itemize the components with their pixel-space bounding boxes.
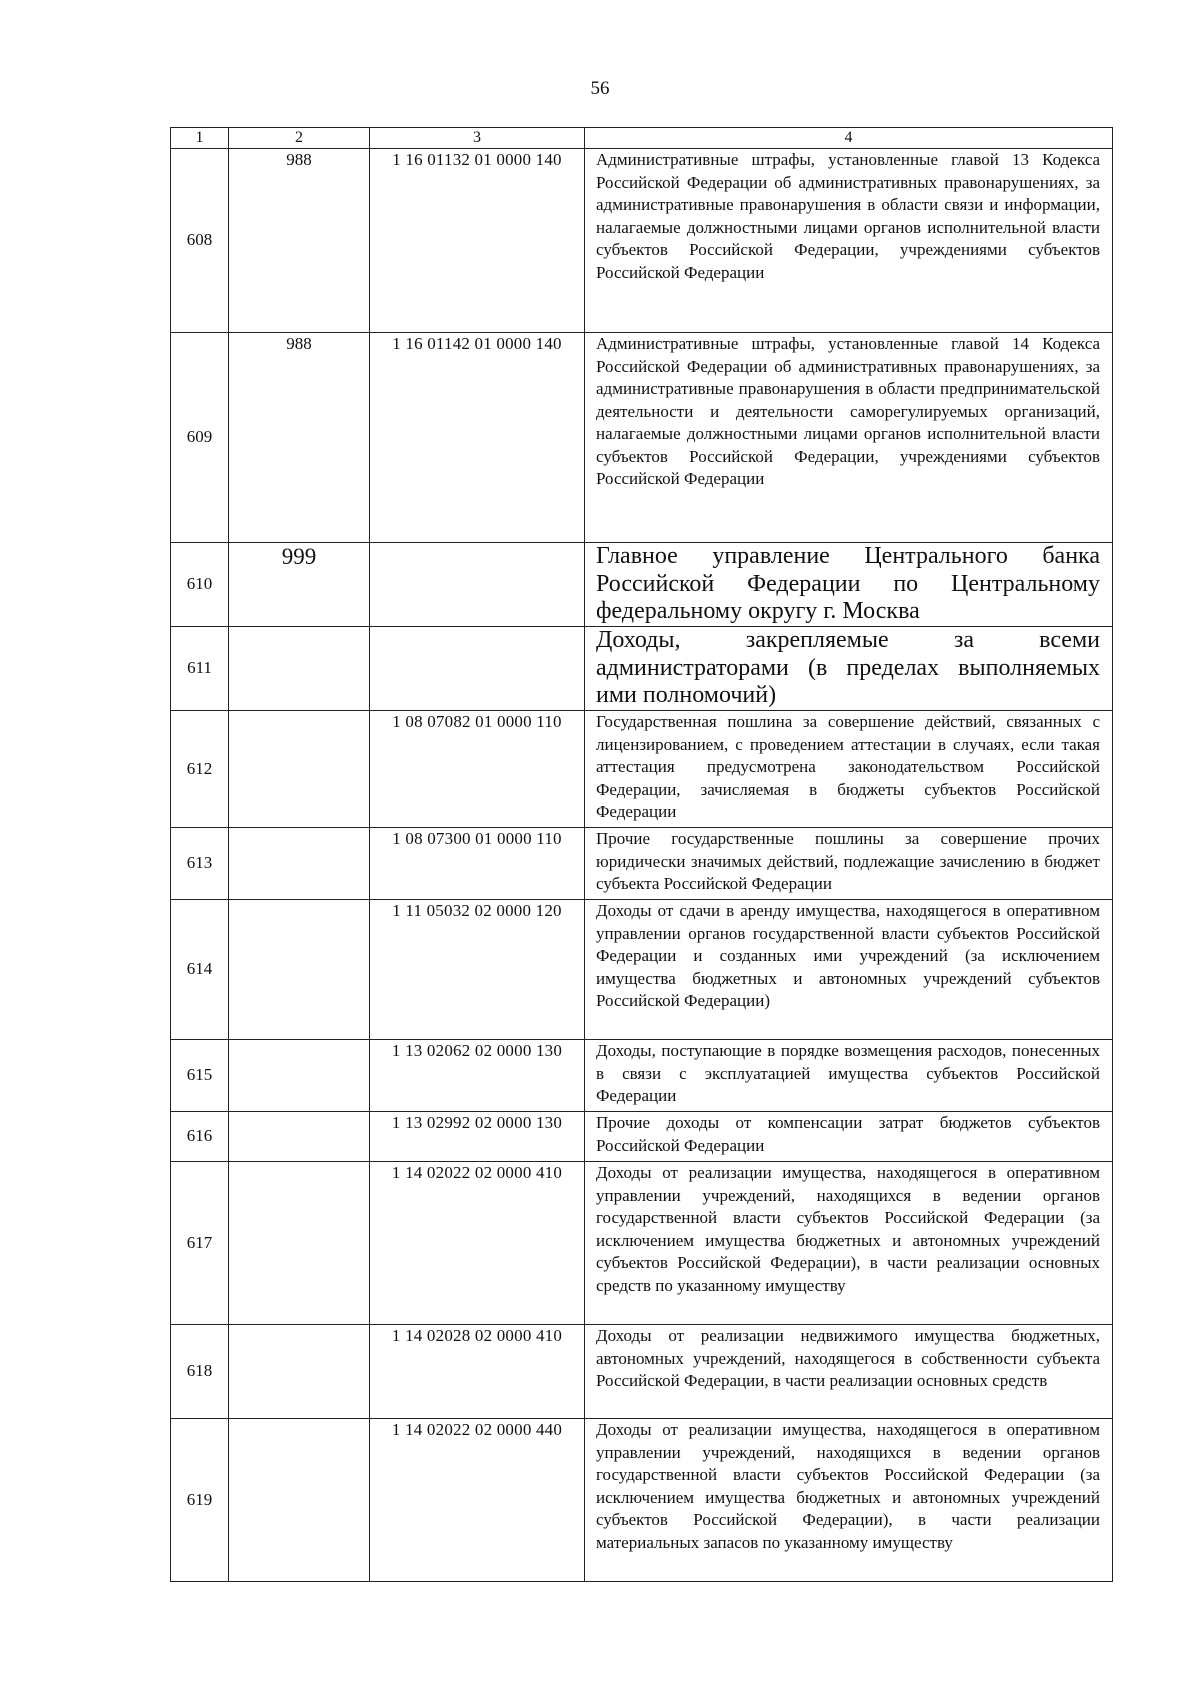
- header-row: [171, 128, 1113, 149]
- admin-code: [229, 1162, 370, 1325]
- row-number: 611: [171, 627, 229, 711]
- admin-code: [229, 627, 370, 711]
- row-number: 619: [171, 1419, 229, 1582]
- budget-code: 1 16 01132 01 0000 140: [370, 149, 585, 333]
- admin-code: [229, 1112, 370, 1162]
- admin-code: [229, 1040, 370, 1112]
- budget-code: 1 11 05032 02 0000 120: [370, 900, 585, 1040]
- table-row: [171, 900, 1113, 1040]
- table-row: [171, 828, 1113, 900]
- table-row: [171, 627, 1113, 711]
- income-description: Административные штрафы, установленные главой 13 Кодекса Российской Федерации об административных правонарушениях, за административные правонарушения в области связи и информации, налагаемые должностными лицами органов исполнительной власти субъектов Российской Федерации, учреждениями субъектов Российской Федерации: [585, 149, 1113, 333]
- income-description: Прочие государственные пошлины за совершение прочих юридически значимых действий, подлежащие зачислению в бюджет субъекта Российской Федерации: [585, 828, 1113, 900]
- header-col-1: 1: [171, 128, 229, 149]
- row-number: 610: [171, 543, 229, 627]
- table-row: [171, 1325, 1113, 1419]
- table-row: [171, 1112, 1113, 1162]
- admin-code: [229, 711, 370, 828]
- admin-code: [229, 900, 370, 1040]
- budget-code: 1 08 07082 01 0000 110: [370, 711, 585, 828]
- budget-code: 1 14 02028 02 0000 410: [370, 1325, 585, 1419]
- table-row: [171, 1040, 1113, 1112]
- admin-code: 988: [229, 333, 370, 543]
- header-col-3: 3: [370, 128, 585, 149]
- row-number: 616: [171, 1112, 229, 1162]
- table-row: [171, 543, 1113, 627]
- table-row: [171, 149, 1113, 333]
- budget-code: 1 14 02022 02 0000 410: [370, 1162, 585, 1325]
- admin-code: [229, 1325, 370, 1419]
- admin-code: [229, 1419, 370, 1582]
- table-row: [171, 1419, 1113, 1582]
- page-number: 56: [590, 78, 610, 99]
- budget-code: 1 14 02022 02 0000 440: [370, 1419, 585, 1582]
- row-number: 613: [171, 828, 229, 900]
- header-col-4: 4: [585, 128, 1113, 149]
- budget-code: 1 13 02062 02 0000 130: [370, 1040, 585, 1112]
- admin-code: [229, 828, 370, 900]
- budget-code: 1 08 07300 01 0000 110: [370, 828, 585, 900]
- budget-code: 1 13 02992 02 0000 130: [370, 1112, 585, 1162]
- budget-code: [370, 543, 585, 627]
- income-description: Главное управление Центрального банка Российской Федерации по Центральному федеральному округу г. Москва: [585, 543, 1113, 627]
- row-number: 618: [171, 1325, 229, 1419]
- table-row: [171, 1162, 1113, 1325]
- row-number: 614: [171, 900, 229, 1040]
- row-number: 612: [171, 711, 229, 828]
- income-description: Доходы от реализации недвижимого имущества бюджетных, автономных учреждений, находящегося в собственности субъекта Российской Федерации, в части реализации основных средств: [585, 1325, 1113, 1419]
- budget-code: [370, 627, 585, 711]
- admin-code: 988: [229, 149, 370, 333]
- income-description: Административные штрафы, установленные главой 14 Кодекса Российской Федерации об административных правонарушениях, за административные правонарушения в области предпринимательской деятельности и деятельности саморегулируемых организаций, налагаемые должностными лицами органов исполнительной власти субъектов Российской Федерации, учреждениями субъектов Российской Федерации: [585, 333, 1113, 543]
- income-description: Доходы от реализации имущества, находящегося в оперативном управлении учреждений, находящихся в ведении органов государственной власти субъектов Российской Федерации (за исключением имущества бюджетных и автономных учреждений субъектов Российской Федерации), в части реализации основных средств по указанному имуществу: [585, 1162, 1113, 1325]
- header-col-2: 2: [229, 128, 370, 149]
- row-number: 608: [171, 149, 229, 333]
- income-description: Доходы от реализации имущества, находящегося в оперативном управлении учреждений, находящихся в ведении органов государственной власти субъектов Российской Федерации (за исключением имущества бюджетных и автономных учреждений субъектов Российской Федерации), в части реализации материальных запасов по указанному имуществу: [585, 1419, 1113, 1582]
- income-description: Доходы, поступающие в порядке возмещения расходов, понесенных в связи с эксплуатацией имущества субъектов Российской Федерации: [585, 1040, 1113, 1112]
- income-table: [170, 127, 1113, 1582]
- row-number: 615: [171, 1040, 229, 1112]
- income-description: Прочие доходы от компенсации затрат бюджетов субъектов Российской Федерации: [585, 1112, 1113, 1162]
- row-number: 617: [171, 1162, 229, 1325]
- income-description: Доходы, закрепляемые за всеми администраторами (в пределах выполняемых ими полномочий): [585, 627, 1113, 711]
- table-row: [171, 711, 1113, 828]
- table-row: [171, 333, 1113, 543]
- row-number: 609: [171, 333, 229, 543]
- income-description: Государственная пошлина за совершение действий, связанных с лицензированием, с проведением аттестации в случаях, если такая аттестация предусмотрена законодательством Российской Федерации, зачисляемая в бюджеты субъектов Российской Федерации: [585, 711, 1113, 828]
- budget-code: 1 16 01142 01 0000 140: [370, 333, 585, 543]
- admin-code: 999: [229, 543, 370, 627]
- income-description: Доходы от сдачи в аренду имущества, находящегося в оперативном управлении органов государственной власти субъектов Российской Федерации и созданных ими учреждений (за исключением имущества бюджетных и автономных учреждений субъектов Российской Федерации): [585, 900, 1113, 1040]
